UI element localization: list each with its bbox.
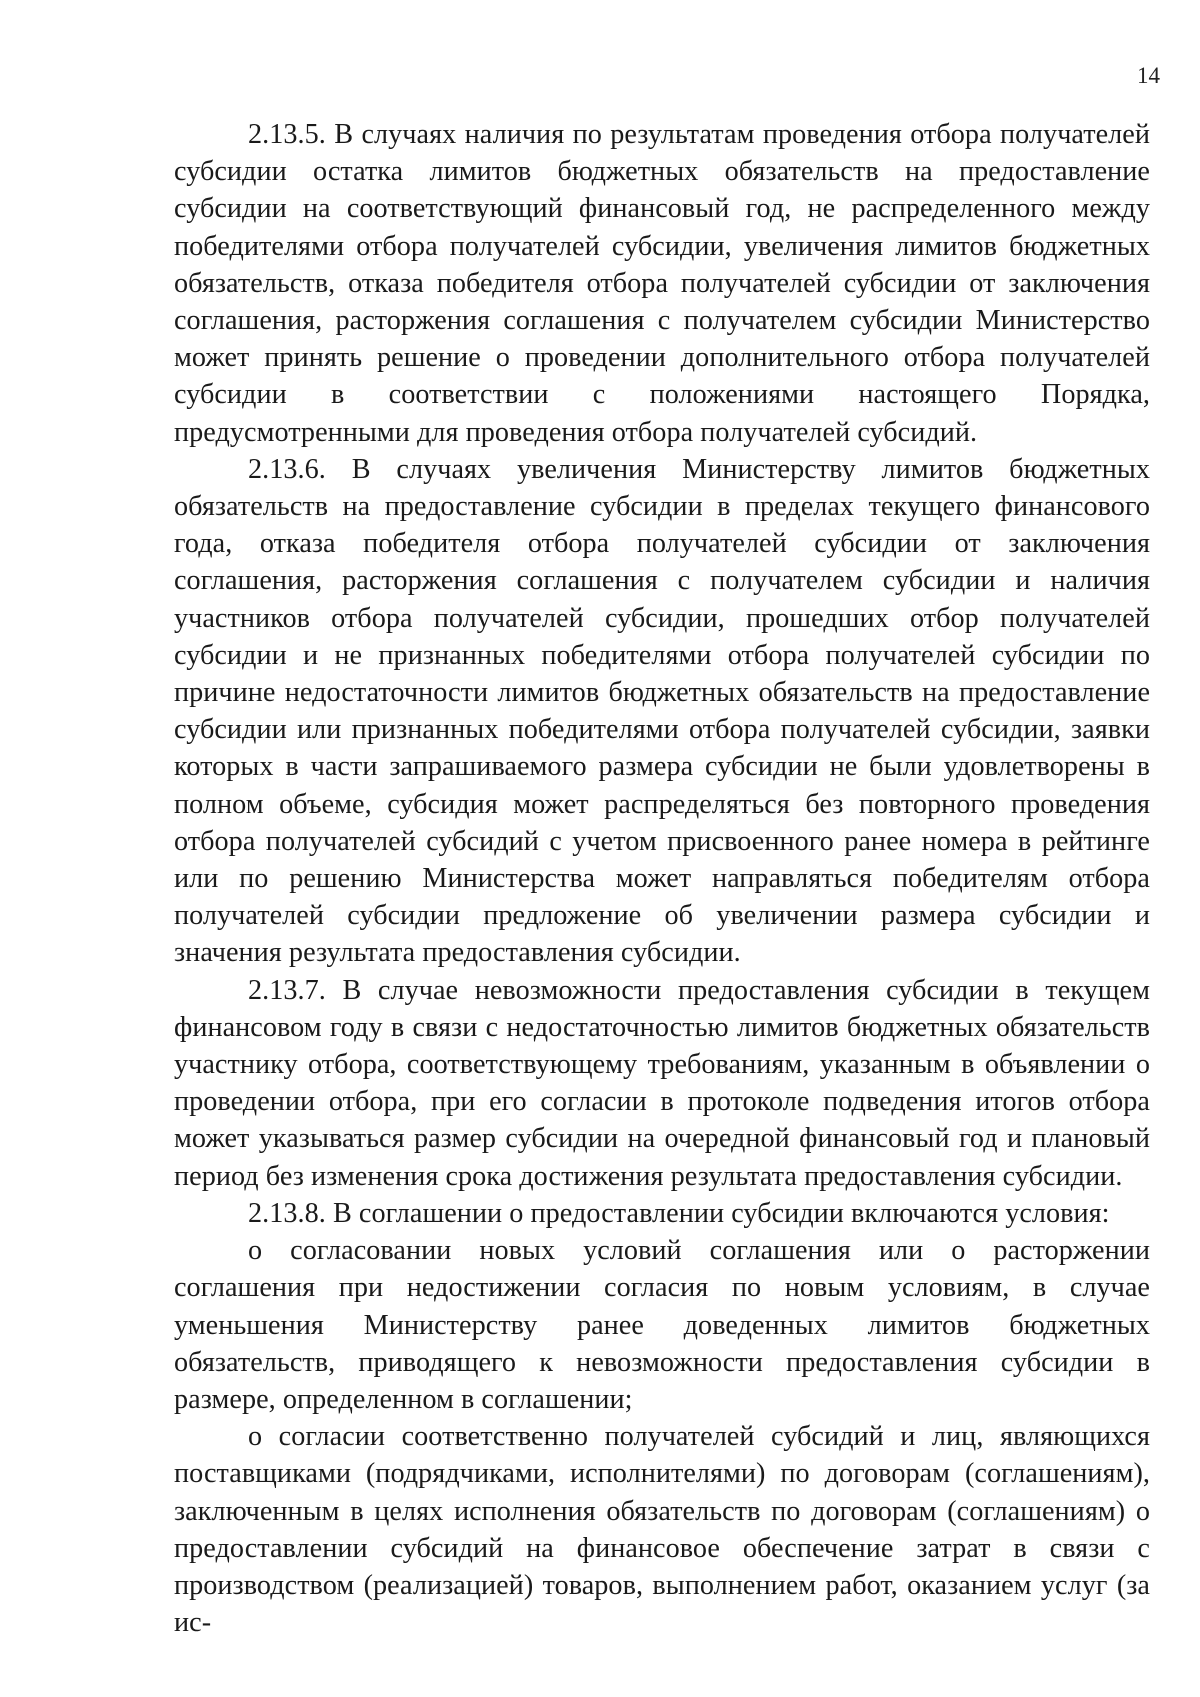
page-number: 14	[1137, 63, 1160, 88]
document-body	[174, 116, 1150, 1641]
paragraph-2-13-8: 2.13.8. В соглашении о предоставлении субсидии включаются условия:	[248, 1197, 1110, 1229]
condition-paragraph-1: о согласовании новых условий соглашения или о расторжении соглашения при недостижении согласия по новым условиям, в случае уменьшения Министерству ранее доведенных лимитов бюджетных обязательств, приводящего к невозможности предоставления субсидии в размере, определенном в соглашении;	[174, 1235, 1150, 1415]
paragraph-2-13-5: 2.13.5. В случаях наличия по результатам проведения отбора получателей субсидии остатка лимитов бюджетных обязательств на предоставление субсидии на соответствующий финансовый год, не распределенного между победителями отбора получателей субсидии, увеличения лимитов бюджетных обязательств, отказа победителя отбора получателей субсидии от заключения соглашения, расторжения соглашения с получателем субсидии Министерство может принять решение о проведении дополнительного отбора получателей субсидии в соответствии с положениями настоящего Порядка, предусмотренными для проведения отбора получателей субсидий.	[174, 119, 1150, 448]
paragraph-2-13-6: 2.13.6. В случаях увеличения Министерству лимитов бюджетных обязательств на предоставление субсидии в пределах текущего финансового года, отказа победителя отбора получателей субсидии от заключения соглашения, расторжения соглашения с получателем субсидии и наличия участников отбора получателей субсидии, прошедших отбор получателей субсидии и не признанных победителями отбора получателей субсидии по причине недостаточности лимитов бюджетных обязательств на предоставление субсидии или признанных победителями отбора получателей субсидии, заявки которых в части запрашиваемого размера субсидии не были удовлетворены в полном объеме, субсидия может распределяться без повторного проведения отбора получателей субсидий с учетом присвоенного ранее номера в рейтинге или по решению Министерства может направляться победителям отбора получателей субсидии предложение об увеличении размера субсидии и значения результата предоставления субсидии.	[174, 453, 1150, 969]
condition-paragraph-2: о согласии соответственно получателей субсидий и лиц, являющихся поставщиками (подрядчиками, исполнителями) по договорам (соглашениям), заключенным в целях исполнения обязательств по договорам (соглашениям) о предоставлении субсидий на финансовое обеспечение затрат в связи с производством (реализацией) товаров, выполнением работ, оказанием услуг (за ис-	[174, 1421, 1150, 1639]
paragraph-2-13-7: 2.13.7. В случае невозможности предоставления субсидии в текущем финансовом году в связи с недостаточностью лимитов бюджетных обязательств участнику отбора, соответствующему требованиям, указанным в объявлении о проведении отбора, при его согласии в протоколе подведения итогов отбора может указываться размер субсидии на очередной финансовый год и плановый период без изменения срока достижения результата предоставления субсидии.	[174, 974, 1150, 1192]
